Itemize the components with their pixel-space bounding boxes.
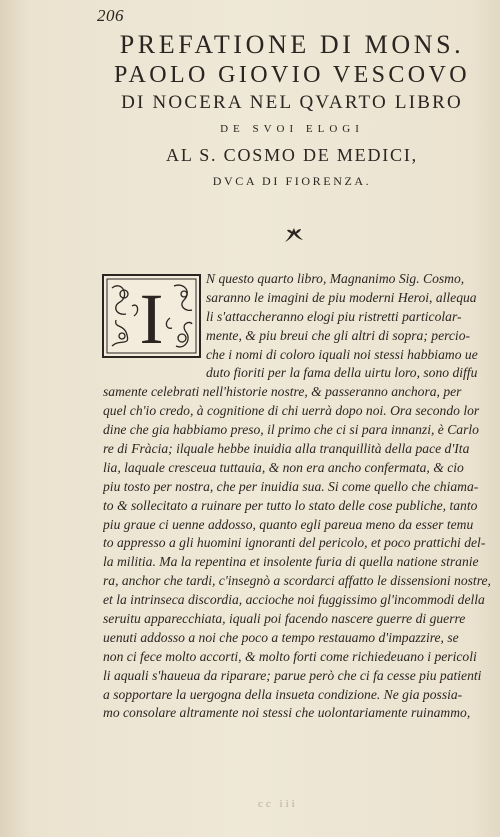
body-line: li s'attaccheranno elogi piu ristretti particolar- xyxy=(206,308,462,324)
body-line: non ci fece molto accorti, & molto forti come richiedeuano i pericoli xyxy=(103,648,477,664)
body-line: li aquali s'haueua da riparare; parue però che ci fa cesse piu patienti xyxy=(103,667,482,683)
body-line: uenuti addosso a noi che poco a tempo restauamo d'impazzire, se xyxy=(103,629,459,645)
body-line: che i nomi di coloro iquali noi stessi habbiamo ue xyxy=(206,346,478,362)
title-line-3: DI NOCERA NEL QVARTO LIBRO xyxy=(121,92,463,113)
body-line: samente celebrati nell'historie nostre, & passeranno anchora, per xyxy=(103,384,462,400)
body-line: saranno le imagini de piu moderni Heroi, allequa xyxy=(206,289,477,305)
body-line: a sopportare la uergogna della insueta condizione. Ne gia possia- xyxy=(103,686,463,702)
body-line: mo consolare altramente noi stessi che uolontariamente ruinammo, xyxy=(103,705,471,721)
body-line: la militia. Ma la repentina et insolente furia di quella natione stranie xyxy=(103,554,479,570)
body-line: re di Fràcia; ilquale hebbe inuidia alla tranquillità della pace d'Ita xyxy=(103,441,470,457)
body-line: ra, anchor che tardi, c'insegnò a scordarci affatto le dissensioni nostre, xyxy=(103,573,491,589)
body-line: duto fioriti per la fama della uirtu loro, sono diffu xyxy=(206,365,478,381)
body-line: piu tosto per nostra, che per inuidia sua. Si come quello che chiama- xyxy=(103,478,479,494)
body-text xyxy=(103,270,493,723)
body-line: lia, laquale cresceua tuttauia, & non era ancho confermata, & cio xyxy=(103,459,464,475)
title-line-6: DVCA DI FIORENZA. xyxy=(212,174,372,188)
body-line: to appresso a gli huomini ignoranti del pericolo, et poco prattichi del- xyxy=(103,535,486,551)
body-line: dine che gia habbiamo preso, il primo che ci si para innanzi, è Carlo xyxy=(103,422,479,438)
body-line: quel ch'io credo, à cognitione di chi uerrà dopo noi. Ora secondo lor xyxy=(103,403,480,419)
title-block xyxy=(92,30,492,192)
signature-mark: cc iii xyxy=(258,798,298,810)
initial-letter: I xyxy=(139,279,164,356)
page-number: 206 xyxy=(97,6,124,25)
title-line-5: AL S. COSMO DE MEDICI, xyxy=(166,145,418,165)
fleuron-ornament-icon xyxy=(283,224,305,249)
title-line-2: PAOLO GIOVIO VESCOVO xyxy=(113,62,471,88)
body-line: to & sollecitato a ruinare per tutto lo stato delle cose publiche, tanto xyxy=(103,497,478,513)
title-line-1: PREFATIONE DI MONS. xyxy=(119,30,465,59)
title-line-4: DE SVOI ELOGI xyxy=(220,123,364,135)
body-line: et la intrinseca discordia, accioche noi fuggissimo gl'incommodi della xyxy=(103,592,485,608)
body-line: piu graue ci uenne addosso, quanto egli pareua meno da esser temu xyxy=(103,516,474,532)
body-line: N questo quarto libro, Magnanimo Sig. Cosmo, xyxy=(206,271,465,286)
body-line: mente, & piu breui che gli altri di sopra; percio- xyxy=(206,327,471,343)
body-line: seruitu apparecchiata, iquali poi facendo nascere guerre di guerre xyxy=(103,611,466,627)
